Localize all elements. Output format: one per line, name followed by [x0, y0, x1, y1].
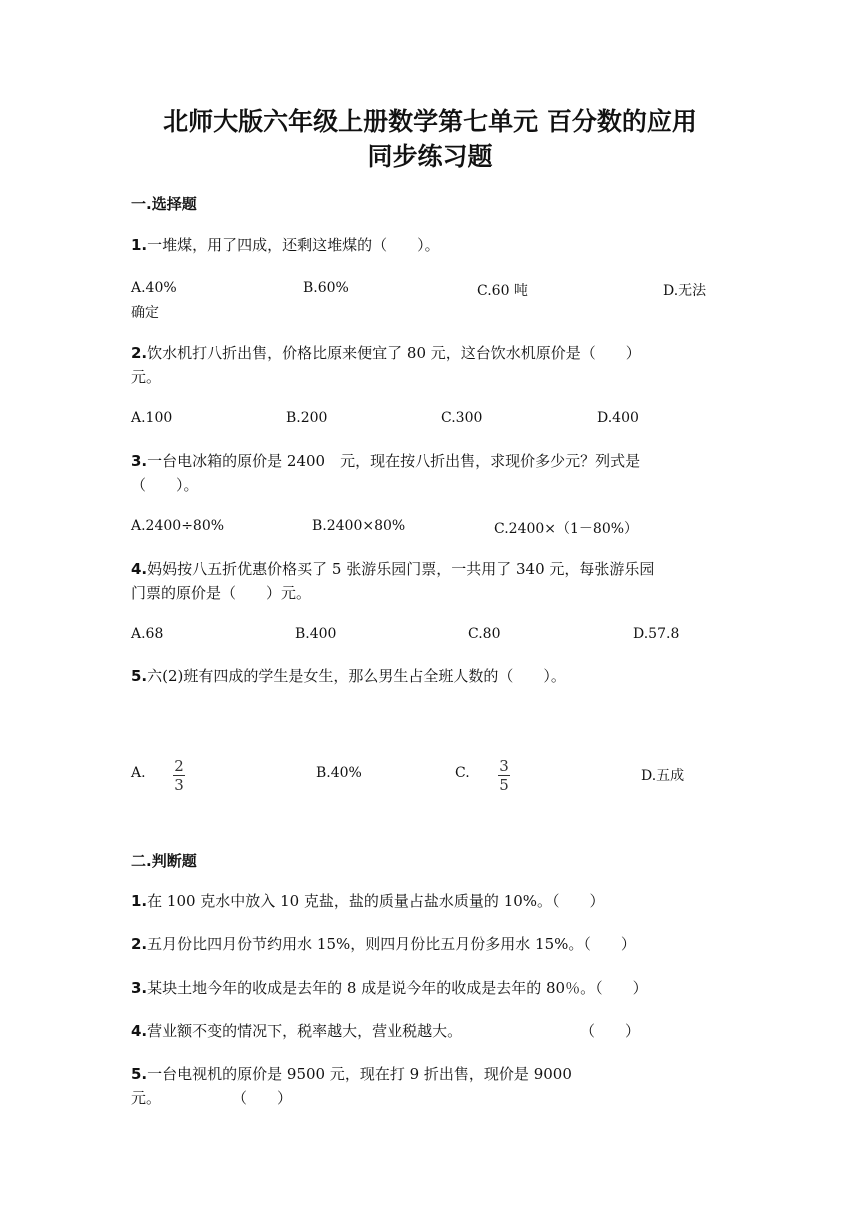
judgment-question-1 [131, 889, 731, 913]
question-text-cont: 元。 [131, 1089, 162, 1107]
question-text: 某块土地今年的收成是去年的 8 成是说今年的收成是去年的 80％。（ ） [147, 979, 648, 997]
question-text: 在 100 克水中放入 10 克盐，盐的质量占盐水质量的 10%。（ ） [147, 892, 605, 910]
question-text-cont: 元。 [131, 368, 162, 386]
question-number: 3. [131, 979, 148, 997]
question-number: 5. [131, 667, 148, 685]
judgment-question-2 [131, 932, 731, 956]
choice-question-2 [131, 341, 731, 389]
choice-question-5 [131, 664, 731, 688]
option-d-continued: 确定 [131, 305, 159, 321]
option-a: A. [131, 765, 146, 781]
judgment-answer-blank: （ ） [232, 1089, 293, 1107]
option-d: D.无法 [663, 283, 707, 299]
choice-question-4 [131, 557, 731, 605]
question-text-cont: （ ）。 [131, 476, 199, 494]
option-b: B.60% [303, 280, 349, 296]
option-d: D.五成 [641, 768, 685, 784]
option-c: C.80 [468, 626, 501, 642]
question-text: 饮水机打八折出售，价格比原来便宜了 80 元，这台饮水机原价是（ ） [147, 344, 641, 362]
question-number: 1. [131, 892, 148, 910]
question-number: 1. [131, 236, 148, 254]
option-d: D.400 [597, 410, 639, 426]
question-number: 4. [131, 560, 148, 578]
fraction-denominator: 3 [174, 776, 184, 794]
option-c-fraction [498, 758, 510, 793]
option-c: C.2400×（1－80%） [494, 521, 639, 537]
option-a: A.40% [131, 280, 177, 296]
option-d: D.57.8 [633, 626, 680, 642]
judgment-question-3 [131, 976, 751, 1000]
fraction-denominator: 5 [499, 776, 509, 794]
section-heading-choice: 一.选择题 [131, 195, 197, 213]
option-a-fraction [173, 758, 185, 793]
option-c: C.300 [441, 410, 483, 426]
fraction-numerator: 3 [499, 757, 509, 775]
question-text: 一台电冰箱的原价是 2400 元，现在按八折出售，求现价多少元？列式是 [147, 452, 641, 470]
option-c: C.60 吨 [477, 283, 528, 299]
question-number: 2. [131, 344, 148, 362]
document-title-line1: 北师大版六年级上册数学第七单元 百分数的应用 [163, 107, 697, 136]
question-text: 一台电视机的原价是 9500 元，现在打 9 折出售，现价是 9000 [147, 1065, 572, 1083]
question-text: 六(2)班有四成的学生是女生，那么男生占全班人数的（ ）。 [147, 667, 566, 685]
question-text: 一堆煤，用了四成，还剩这堆煤的（ ）。 [147, 236, 440, 254]
question-number: 2. [131, 935, 148, 953]
document-title-line2: 同步练习题 [367, 142, 493, 171]
option-b: B.200 [286, 410, 328, 426]
question-number: 4. [131, 1022, 148, 1040]
option-a: A.68 [131, 626, 164, 642]
question-text: 营业额不变的情况下，税率越大，营业税越大。 [147, 1022, 463, 1040]
option-c: C. [455, 765, 470, 781]
question-text-cont: 门票的原价是（ ）元。 [131, 584, 312, 602]
choice-question-3 [131, 449, 731, 497]
question-number: 3. [131, 452, 148, 470]
question-text: 五月份比四月份节约用水 15%，则四月份比五月份多用水 15%。（ ） [147, 935, 636, 953]
option-b: B.40% [316, 765, 362, 781]
judgment-answer-blank: （ ） [580, 1022, 641, 1040]
fraction-numerator: 2 [174, 757, 184, 775]
option-b: B.400 [295, 626, 337, 642]
judgment-question-5 [131, 1062, 731, 1110]
question-text: 妈妈按八五折优惠价格买了 5 张游乐园门票，一共用了 340 元，每张游乐园 [147, 560, 655, 578]
option-a: A.2400÷80% [131, 518, 225, 534]
section-heading-judgment: 二.判断题 [131, 852, 197, 870]
question-number: 5. [131, 1065, 148, 1083]
option-a: A.100 [131, 410, 173, 426]
option-b: B.2400×80% [312, 518, 406, 534]
choice-question-1 [131, 233, 731, 257]
